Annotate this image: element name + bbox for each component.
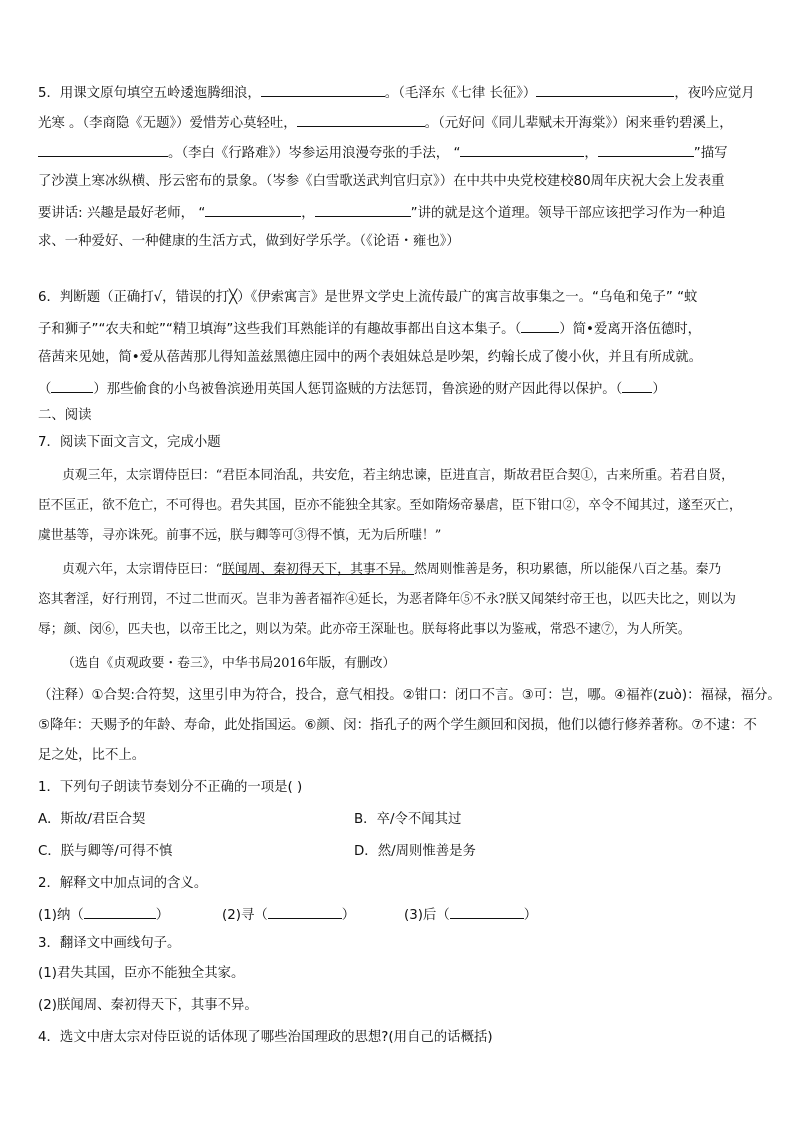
blank-3[interactable] <box>297 112 425 127</box>
q5-text: ，夜吟应觉月 <box>674 86 755 101</box>
q7-title: 7．阅读下面文言文，完成小题 <box>38 435 221 450</box>
q6-line-4 <box>38 378 666 400</box>
passage-p2-line-1 <box>62 560 721 580</box>
sub4-question: 4．选文中唐太宗对侍臣说的话体现了哪些治国理政的思想?(用自己的话概括) <box>38 1030 493 1045</box>
item-1-label: (1)纳（ <box>38 908 84 923</box>
q5-text: ， <box>584 146 598 161</box>
q5-text: ， <box>301 206 315 221</box>
q5-line-6 <box>38 232 460 252</box>
q6-text: 6．判断题（正确打√，错误的打╳）《伊索寓言》是世界文学史上流传最广的寓言故事集之一。“乌龟和兔子” “蚊 <box>38 290 698 305</box>
q5-text: 光寒 。（李商隐《无题》）爱惜芳心莫轻吐， <box>38 116 297 131</box>
blank-1[interactable] <box>261 82 385 97</box>
option-b[interactable]: B．卒/令不闻其过 <box>354 812 462 827</box>
passage-p1-line-3: 虞世基等，寻亦诛死。前事不远，朕与卿等可③得不慎，无为后所嗤！” <box>38 528 442 543</box>
q5-line-5 <box>38 202 726 224</box>
q5-text: 求、一种爱好、一种健康的生活方式，做到好学乐学。（《论语・雍也》） <box>38 234 460 249</box>
passage-p2-line-3: 辱；颜、闵⑥，匹夫也，以帝王比之，则以为荣。此亦帝王深耻也。朕每将此事以为鉴戒，常恐不逮⑦，为人所笑。 <box>38 622 691 637</box>
blank-2[interactable] <box>536 82 674 97</box>
q5-line-3 <box>38 142 728 164</box>
blank-8[interactable] <box>315 202 411 217</box>
sub2-items <box>38 904 638 926</box>
answer-blank-2[interactable] <box>51 378 93 393</box>
passage-text: 贞观六年，太宗谓侍臣曰：“ <box>62 562 223 577</box>
passage-p2-line-2: 恣其奢淫，好行刑罚，不过二世而灭。岂非为善者福祚④延长，为恶者降年⑤不永?朕又闻桀纣帝王也，以匹夫比之，则以为 <box>38 592 736 607</box>
passage-source: （选自《贞观政要・卷三》，中华书局2016年版，有删改） <box>62 656 396 671</box>
q6-text: 子和狮子”“农夫和蛇”“精卫填海”这些我们耳熟能详的有趣故事都出自这本集子。（ <box>38 322 522 337</box>
q5-text: 。（元好问《同儿辈赋未开海棠》）闲来垂钓碧溪上， <box>424 116 733 131</box>
answer-blank-3[interactable] <box>622 378 652 393</box>
q5-text: 5．用课文原句填空五岭逶迤腾细浪， <box>38 86 261 101</box>
q6-text: ）那些偷食的小鸟被鲁滨逊用英国人惩罚盗贼的方法惩罚，鲁滨逊的财产因此得以保护。（ <box>93 382 623 397</box>
blank-4[interactable] <box>38 142 168 157</box>
q5-text: 要讲话: 兴趣是最好老师， “ <box>38 206 206 221</box>
q6-line-2 <box>38 318 701 340</box>
q5-text: ”描写 <box>693 146 728 161</box>
q6-line-1 <box>38 288 697 308</box>
sub1-question: 1．下列句子朗读节奏划分不正确的一项是( ) <box>38 780 303 795</box>
passage-text: 然周则惟善是务，积功累德，所以能保八百之基。秦乃 <box>414 562 722 577</box>
sub1-options-row-1 <box>38 810 738 830</box>
item-1-close: ） <box>155 908 170 923</box>
item-2-label: (2)寻（ <box>222 908 268 923</box>
q6-line-3 <box>38 348 702 368</box>
notes-line-3: 足之处，比不上。 <box>38 748 146 763</box>
option-c[interactable]: C．朕与卿等/可得不慎 <box>38 844 173 859</box>
blank-5[interactable] <box>460 142 584 157</box>
q5-line-2 <box>38 112 733 134</box>
item-3-blank[interactable] <box>450 904 524 919</box>
q6-text: ） <box>652 382 666 397</box>
sub3-sentence-2: (2)朕闻周、秦初得天下，其事不异。 <box>38 998 258 1013</box>
passage-p1-line-2: 臣不匡正，欲不危亡，不可得也。君失其国，臣亦不能独全其家。至如隋炀帝暴虐，臣下钳口②，卒令不闻其过，遂至灭亡， <box>38 498 742 513</box>
answer-blank-1[interactable] <box>521 318 559 333</box>
q5-text: 。（李白《行路难》）岑参运用浪漫夸张的手法， “ <box>168 146 461 161</box>
q5-line-4 <box>38 172 725 192</box>
sub1-options-row-2 <box>38 842 738 862</box>
underlined-sentence: 朕闻周、秦初得天下，其事不异。 <box>222 562 415 577</box>
item-3-close: ） <box>523 908 538 923</box>
q5-line-1 <box>38 82 755 104</box>
section-title: 二、阅读 <box>38 408 92 423</box>
q6-text: 蓓茜来见她，简•爱从蓓茜那儿得知盖兹黑德庄园中的两个表姐妹总是吵架，约翰长成了傻小伙，并且有所成就。 <box>38 350 703 365</box>
item-3-label: (3)后（ <box>404 908 450 923</box>
option-a[interactable]: A．斯故/君臣合契 <box>38 812 146 827</box>
q6-text: （ <box>38 382 52 397</box>
q5-text: ”讲的就是这个道理。领导干部应该把学习作为一种追 <box>410 206 726 221</box>
q5-text: 了沙漠上寒冰纵横、彤云密布的景象。（岑参《白雪歌送武判官归京》）在中共中央党校建校80周年庆祝大会上发表重 <box>38 174 725 189</box>
blank-6[interactable] <box>598 142 694 157</box>
q6-text: ）简•爱离开洛伍德时， <box>559 322 702 337</box>
sub3-sentence-1: (1)君失其国，臣亦不能独全其家。 <box>38 966 245 981</box>
notes-line-1: （注释）①合契:合符契，这里引申为符合，投合，意气相投。②钳口：闭口不言。③可：岂，哪。④福祚(zuò)：福禄，福分。 <box>38 688 781 703</box>
item-1-blank[interactable] <box>84 904 156 919</box>
item-2-close: ） <box>341 908 356 923</box>
item-2-blank[interactable] <box>268 904 342 919</box>
sub3-question: 3．翻译文中画线句子。 <box>38 936 181 951</box>
blank-7[interactable] <box>205 202 301 217</box>
sub2-question: 2．解释文中加点词的含义。 <box>38 876 208 891</box>
q5-text: 。（毛泽东《七律 长征》） <box>384 86 537 101</box>
passage-p1-line-1: 贞观三年，太宗谓侍臣曰：“君臣本同治乱，共安危，若主纳忠谏，臣进直言，斯故君臣合契①，古来所重。若君自贤， <box>62 468 734 483</box>
option-d[interactable]: D．然/周则惟善是务 <box>354 844 476 859</box>
notes-line-2: ⑤降年：天赐予的年龄、寿命，此处指国运。⑥颜、闵：指孔子的两个学生颜回和闵损，他们以德行修养著称。⑦不逮：不 <box>38 718 757 733</box>
